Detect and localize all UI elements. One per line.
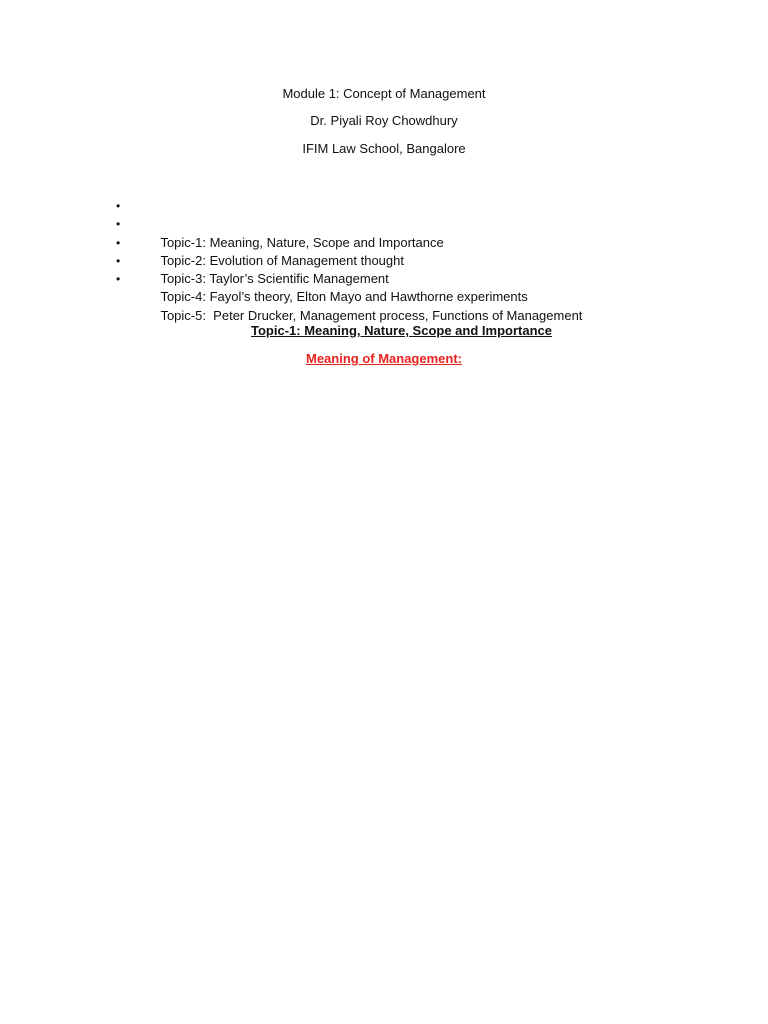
list-item [116,197,736,250]
topic-label: Topic-4: Fayol’s theory, Elton Mayo and Hawthorne experiments [160,289,528,305]
topic-list [116,197,736,323]
author-name: Dr. Piyali Roy Chowdhury [310,113,458,128]
topic-label: Topic-2: Evolution of Management thought [160,252,404,268]
section-heading-text: Topic-1: Meaning, Nature, Scope and Importance [251,323,552,338]
section-heading [0,323,768,338]
module-title: Module 1: Concept of Management [282,86,486,101]
topic-label: Topic-3: Taylor’s Scientific Management [160,271,389,287]
meaning-subheading [0,351,768,366]
bullet-icon: • [116,253,121,268]
bullet-icon: • [116,217,121,232]
institution-name: IFIM Law School, Bangalore [302,141,466,156]
bullet-icon: • [116,235,121,250]
subheading-text: Meaning of Management: [305,351,462,366]
bullet-icon: • [116,272,121,287]
topic-label: Topic-5: Peter Drucker, Management process, Functions of Management [160,307,583,323]
topic-label: Topic-1: Meaning, Nature, Scope and Importance [160,234,444,250]
bullet-icon: • [116,199,121,213]
